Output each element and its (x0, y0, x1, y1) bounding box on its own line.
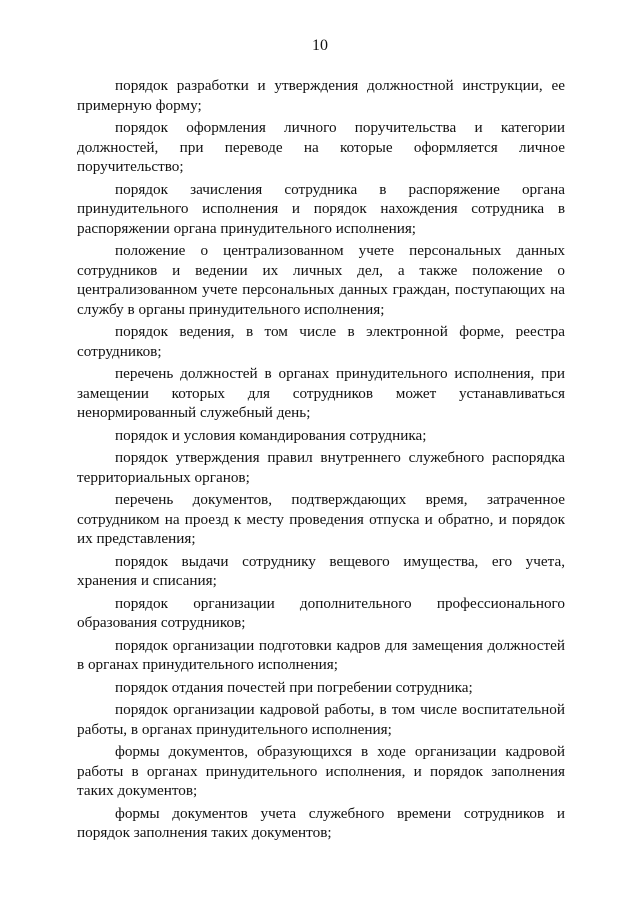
list-item: порядок организации дополнительного профессионального образования сотрудников; (77, 594, 565, 631)
list-item: формы документов, образующихся в ходе организации кадровой работы в органах принудительного исполнения, и порядок заполнения таких документов; (77, 743, 565, 799)
list-item: порядок разработки и утверждения должностной инструкции, ее примерную форму; (77, 77, 565, 114)
page-number: 10 (312, 37, 328, 54)
list-item: перечень должностей в органах принудительного исполнения, при замещении которых для сотрудников может устанавливаться ненормированный служебный день; (77, 365, 565, 421)
list-item: порядок отдания почестей при погребении сотрудника; (115, 678, 473, 696)
list-item: порядок ведения, в том числе в электронной форме, реестра сотрудников; (77, 323, 565, 360)
list-item: перечень документов, подтверждающих время, затраченное сотрудником на проезд к месту проведения отпуска и обратно, и порядок их представления; (77, 491, 565, 547)
list-item: порядок выдачи сотруднику вещевого имущества, его учета, хранения и списания; (77, 552, 565, 589)
list-item: порядок зачисления сотрудника в распоряжение органа принудительного исполнения и порядок нахождения сотрудника в распоряжении органа принудительного исполнения; (77, 180, 565, 237)
document-body (77, 76, 565, 846)
list-item: положение о централизованном учете персональных данных сотрудников и ведении их личных дел, а также положение о централизованном учете персональных данных граждан, поступающих на службу в органы принудительного исполнения; (77, 242, 565, 318)
list-item: порядок утверждения правил внутреннего служебного распорядка территориальных органов; (77, 449, 565, 486)
list-item: порядок и условия командирования сотрудника; (115, 426, 427, 444)
list-item: порядок организации подготовки кадров для замещения должностей в органах принудительного исполнения; (77, 636, 565, 673)
list-item: формы документов учета служебного времени сотрудников и порядок заполнения таких документов; (77, 804, 565, 841)
list-item: порядок оформления личного поручительства и категории должностей, при переводе на которые оформляется личное поручительство; (77, 119, 565, 175)
list-item: порядок организации кадровой работы, в том числе воспитательной работы, в органах принудительного исполнения; (77, 701, 565, 738)
